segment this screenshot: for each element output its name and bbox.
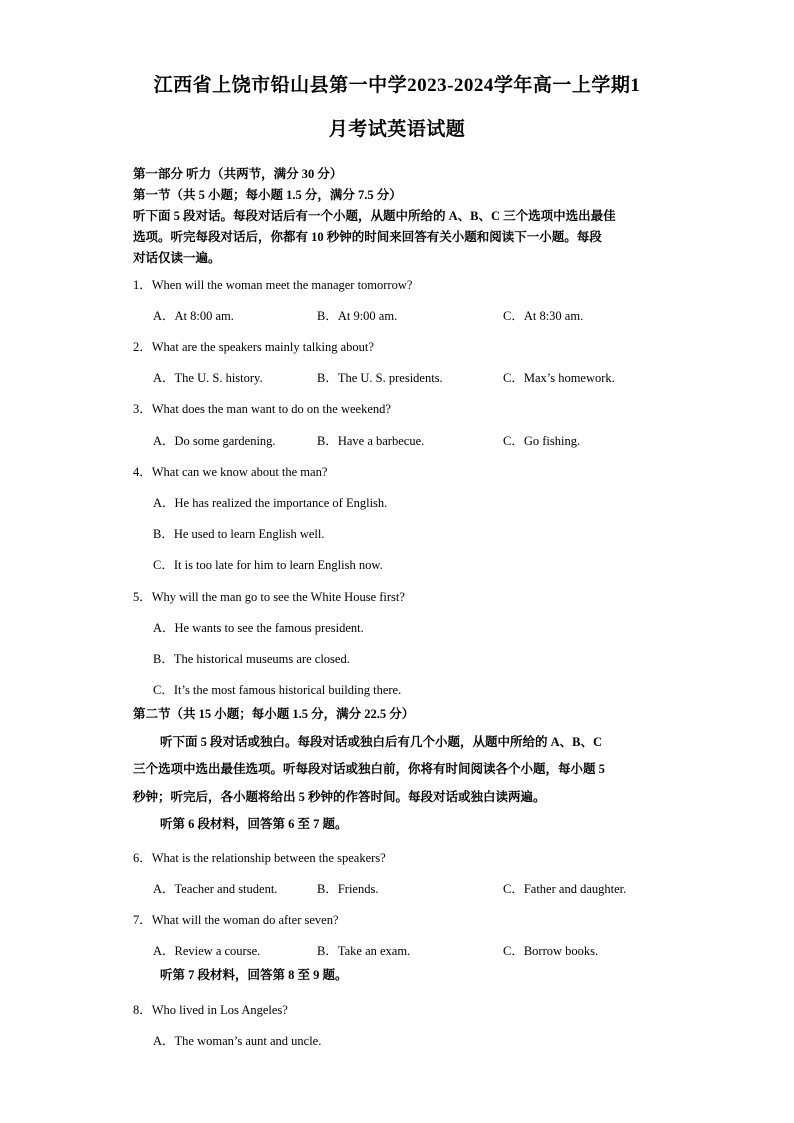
section2-heading: 第二节（共 15 小题；每小题 1.5 分，满分 22.5 分）: [133, 707, 415, 721]
question-5-option-a: A．He wants to see the famous president.: [153, 621, 364, 635]
question-2-option-b: B．The U. S. presidents.: [317, 371, 443, 385]
section2-instructions-line-3: 秒钟；听完后，各小题将给出 5 秒钟的作答时间。每段对话或独白读两遍。: [133, 790, 546, 804]
question-2-option-a: A．The U. S. history.: [153, 371, 263, 385]
exam-title-line-1: 江西省上饶市铅山县第一中学2023-2024学年高一上学期1: [153, 75, 641, 96]
section1-instructions-line-2: 选项。听完每段对话后，你都有 10 秒钟的时间来回答有关小题和阅读下一小题。每段: [133, 230, 602, 244]
question-4-option-b: B．He used to learn English well.: [153, 527, 325, 541]
question-4-stem: 4．What can we know about the man?: [133, 465, 328, 479]
question-2-stem: 2．What are the speakers mainly talking about?: [133, 340, 374, 354]
material-6-note: 听第 6 段材料，回答第 6 至 7 题。: [160, 817, 348, 831]
question-6-option-b: B．Friends.: [317, 882, 379, 896]
question-5-stem: 5．Why will the man go to see the White House first?: [133, 590, 405, 604]
section1-instructions-line-1: 听下面 5 段对话。每段对话后有一个小题，从题中所给的 A、B、C 三个选项中选出最佳: [133, 209, 616, 223]
question-7-option-a: A．Review a course.: [153, 944, 261, 958]
question-6-option-c: C．Father and daughter.: [503, 882, 627, 896]
question-3-option-a: A．Do some gardening.: [153, 434, 276, 448]
question-7-option-b: B．Take an exam.: [317, 944, 411, 958]
section1-heading: 第一节（共 5 小题；每小题 1.5 分，满分 7.5 分）: [133, 188, 402, 202]
question-6-option-a: A．Teacher and student.: [153, 882, 278, 896]
question-1-stem: 1．When will the woman meet the manager tomorrow?: [133, 278, 413, 292]
exam-title-line-2: 月考试英语试题: [328, 119, 466, 140]
question-3-option-b: B．Have a barbecue.: [317, 434, 425, 448]
question-3-option-c: C．Go fishing.: [503, 434, 581, 448]
question-5-option-c: C．It’s the most famous historical building there.: [153, 683, 402, 697]
question-1-option-b: B．At 9:00 am.: [317, 309, 398, 323]
section2-instructions-line-2: 三个选项中选出最佳选项。听每段对话或独白前，你将有时间阅读各个小题，每小题 5: [133, 762, 605, 776]
section2-instructions-line-1: 听下面 5 段对话或独白。每段对话或独白后有几个小题，从题中所给的 A、B、C: [160, 735, 603, 749]
question-1-option-a: A．At 8:00 am.: [153, 309, 234, 323]
question-7-stem: 7．What will the woman do after seven?: [133, 913, 339, 927]
section1-instructions-line-3: 对话仅读一遍。: [133, 251, 221, 265]
question-8-option-a: A．The woman’s aunt and uncle.: [153, 1034, 322, 1048]
question-7-option-c: C．Borrow books.: [503, 944, 599, 958]
question-8-stem: 8．Who lived in Los Angeles?: [133, 1003, 288, 1017]
question-6-stem: 6．What is the relationship between the speakers?: [133, 851, 386, 865]
question-4-option-a: A．He has realized the importance of English.: [153, 496, 388, 510]
material-7-note: 听第 7 段材料，回答第 8 至 9 题。: [160, 968, 348, 982]
question-4-option-c: C．It is too late for him to learn English now.: [153, 558, 383, 572]
question-3-stem: 3．What does the man want to do on the weekend?: [133, 402, 391, 416]
question-1-option-c: C．At 8:30 am.: [503, 309, 584, 323]
part1-heading: 第一部分 听力（共两节，满分 30 分）: [133, 167, 343, 181]
question-2-option-c: C．Max’s homework.: [503, 371, 615, 385]
question-5-option-b: B．The historical museums are closed.: [153, 652, 350, 666]
